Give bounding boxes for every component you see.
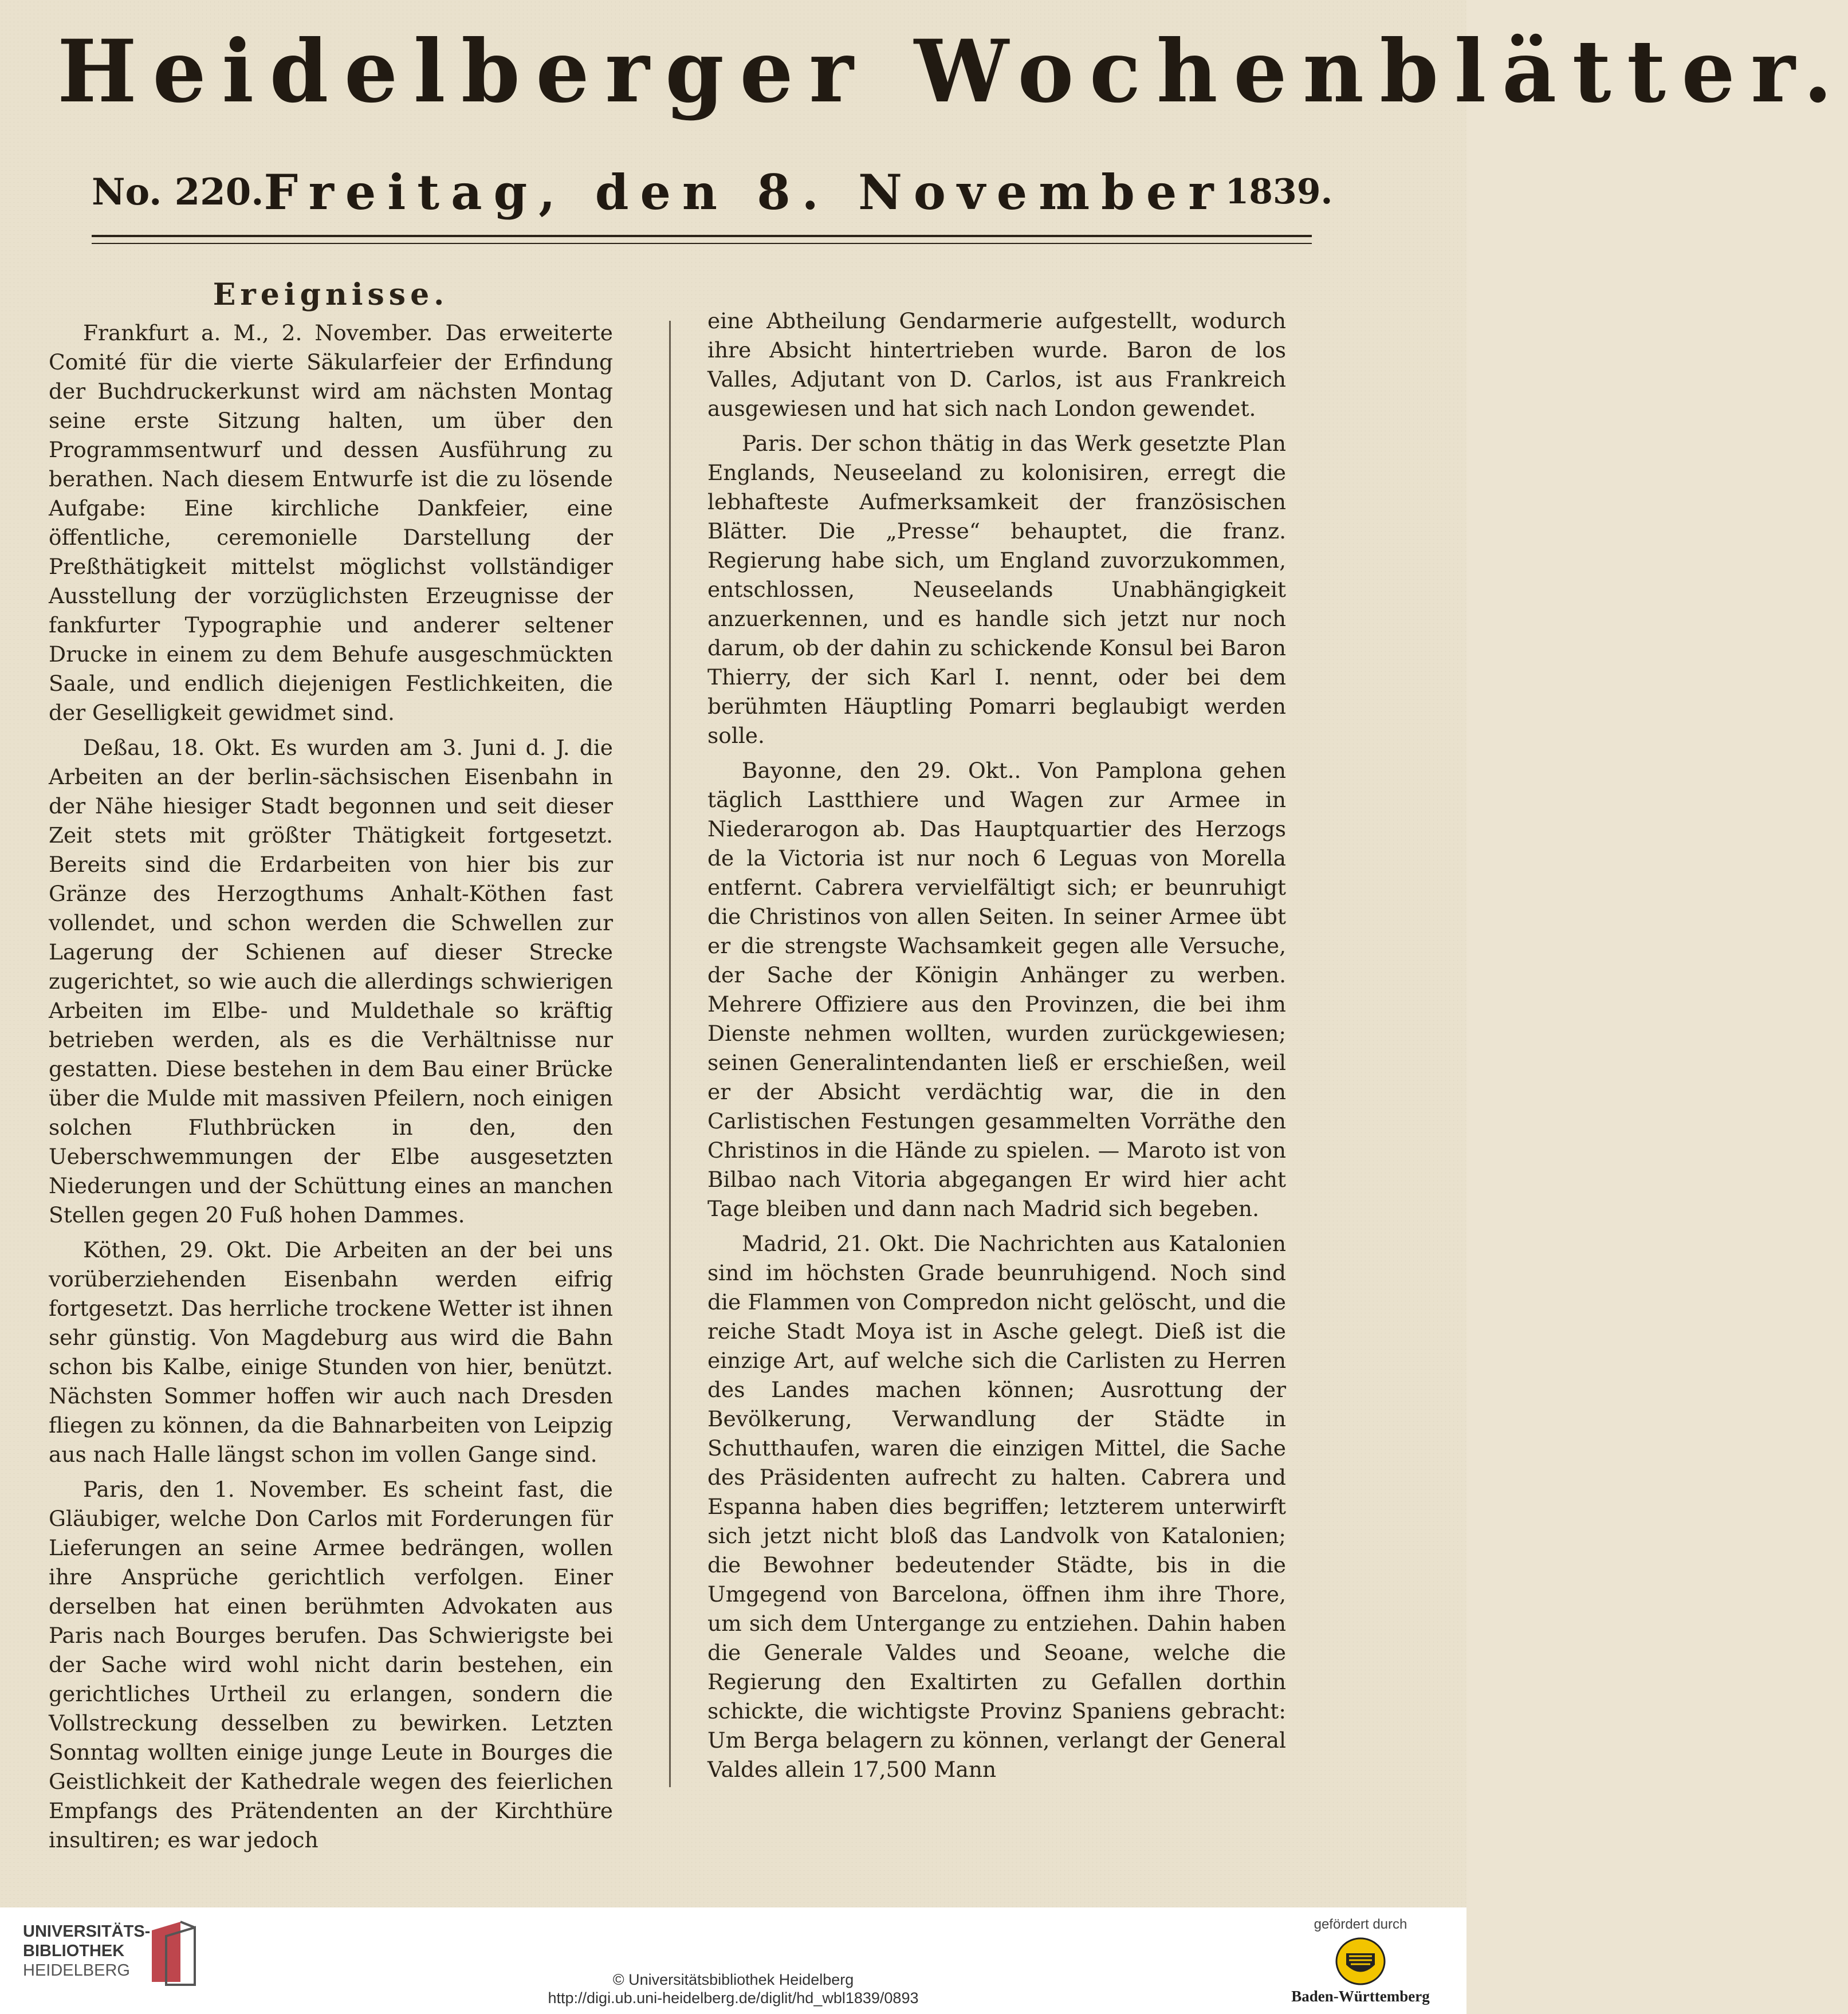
dateline	[92, 160, 1333, 223]
header-rule	[92, 235, 1312, 244]
issue-number: No. 220.	[92, 170, 264, 214]
issue-date: Freitag, den 8. November	[264, 163, 1225, 221]
permalink-url[interactable]: http://digi.ub.uni-heidelberg.de/diglit/hd_wbl1839/0893	[548, 1989, 919, 2007]
library-name-line2: BIBLIOTHEK	[23, 1942, 125, 1960]
article-paris-continued: eine Abtheilung Gendarmerie aufgestellt, wodurch ihre Absicht hintertrieben wurde. Baron de los Valles, Adjutant von D. Carlos, ist aus Frankreich ausgewiesen und hat sich nach London gewendet.	[707, 308, 1286, 421]
sponsor-label: gefördert durch	[1314, 1917, 1407, 1932]
library-name-line3: HEIDELBERG	[23, 1961, 130, 1980]
issue-year: 1839.	[1225, 172, 1333, 212]
article-frankfurt: Frankfurt a. M., 2. November. Das erweiterte Comité für die vierte Säkularfeier der Erfindung der Buchdruckerkunst wird am nächsten Montag seine erste Sitzung halten, um über den Programmsentwurf und dessen Ausführung zu berathen. Nach diesem Entwurfe ist die zu lösende Aufgabe: Eine kirchliche Dankfeier, eine öffentliche, ceremonielle Darstellung der Preßthätigkeit mittelst möglichst vollständiger Ausstellung der vorzüglichsten Erzeugnisse der fankfurter Typographie und anderer seltener Drucke in einem zu dem Behufe ausgeschmückten Saale, und endlich diejenigen Festlichkeiten, die der Geselligkeit gewidmet sind.	[49, 320, 613, 725]
article-madrid: Madrid, 21. Okt. Die Nachrichten aus Katalonien sind im höchsten Grade beunruhigend. Noch sind die Flammen von Compredon nicht gelöscht, und die reiche Stadt Moya ist in Asche gelegt. Dieß ist die einzige Art, auf welche sich die Carlisten zu Herren des Landes machen können; Ausrottung der Bevölkerung, Verwandlung der Städte in Schutthaufen, waren die einzigen Mittel, die Sache des Präsidenten aufrecht zu halten. Cabrera und Espanna haben dies begriffen; letzterem unterwirft sich jetzt nicht bloß das Landvolk von Katalonien; die Bewohner bedeutender Städte, bis in die Umgegend von Barcelona, öffnen ihm ihre Thore, um sich dem Untergange zu entziehen. Dahin haben die Generale Valdes und Seoane, welche die Regierung den Exaltirten zu Gefallen dorthin schickte, die wichtigste Provinz Spaniens gebracht: Um Berga belagern zu können, verlangt der General Valdes allein 17,500 Mann	[707, 1231, 1286, 1782]
sponsor-name: Baden-Württemberg	[1291, 1988, 1430, 2005]
state-crest-icon	[1335, 1936, 1386, 1987]
article-koethen: Köthen, 29. Okt. Die Arbeiten an der bei uns vorüberziehenden Eisenbahn werden eifrig fortgesetzt. Das herrliche trockene Wetter ist ihnen sehr günstig. Von Magdeburg aus wird die Bahn schon bis Kalbe, einige Stunden von hier, benützt. Nächsten Sommer hoffen wir auch nach Dresden fliegen zu können, da die Bahnarbeiten von Leipzig aus nach Halle längst schon im vollen Gange sind.	[49, 1237, 613, 1467]
article-bayonne: Bayonne, den 29. Okt.. Von Pamplona gehen täglich Lastthiere und Wagen zur Armee in Niederarogon ab. Das Hauptquartier des Herzogs de la Victoria ist nur noch 6 Leguas von Morella entfernt. Cabrera vervielfältigt sich; er beunruhigt die Christinos von allen Seiten. In seiner Armee übt er die strengste Wachsamkeit gegen alle Versuche, der Sache der Königin Anhänger zu werben. Mehrere Offiziere aus den Provinzen, die bei ihm Dienste nehmen wollten, wurden zurückgewiesen; seinen Generalintendanten ließ er erschießen, weil er der Absicht verdächtig war, die in den Carlistischen Festungen gesammelten Vorräthe den Christinos in die Hände zu spielen. — Maroto ist von Bilbao nach Vitoria abgegangen Er wird hier acht Tage bleiben und dann nach Madrid sich begeben.	[707, 758, 1286, 1221]
article-paris-neuseeland: Paris. Der schon thätig in das Werk gesetzte Plan Englands, Neuseeland zu kolonisiren, erregt die lebhafteste Aufmerksamkeit der französischen Blätter. Die „Presse“ behauptet, die franz. Regierung habe sich, um England zuvorzukommen, entschlossen, Neuseelands Unabhängigkeit anzuerkennen, und es handle sich jetzt nur noch darum, ob der dahin zu schickende Konsul bei Baron Thierry, der sich Karl I. nennt, oder bei dem berühmten Häuptling Pomarri beglaubigt werden solle.	[707, 431, 1286, 748]
copyright-block	[0, 1970, 1466, 2007]
library-name-line1: UNIVERSITÄTS-	[23, 1922, 151, 1941]
article-dessau: Deßau, 18. Okt. Es wurden am 3. Juni d. J. die Arbeiten an der berlin-sächsischen Eisenbahn in der Nähe hiesiger Stadt begonnen und seit dieser Zeit stets mit größter Thätigkeit fortgesetzt. Bereits sind die Erdarbeiten von hier bis zur Gränze des Herzogthums Anhalt-Köthen fast vollendet, und schon werden die Schwellen zur Lagerung der Schienen auf dieser Strecke zugerichtet, so wie auch die allerdings schwierigen Arbeiten im Elbe- und Muldethale so kräftig betrieben werden, als es die Verhältnisse nur gestatten. Diese bestehen in dem Bau einer Brücke über die Mulde mit massiven Pfeilern, noch einigen solchen Fluthbrücken in den, den Ueberschwemmungen der Elbe ausgesetzten Niederungen und der Schüttung eines an manchen Stellen gegen 20 Fuß hohen Dammes.	[49, 735, 613, 1228]
copyright-text: © Universitätsbibliothek Heidelberg	[612, 1971, 854, 1988]
section-heading: Ereignisse.	[213, 277, 449, 312]
right-column	[707, 306, 1286, 1899]
column-divider	[669, 321, 671, 1787]
masthead-title: Heidelberger Wochenblätter.	[57, 21, 1848, 122]
left-column	[49, 275, 613, 1867]
article-paris-carlos: Paris, den 1. November. Es scheint fast, die Gläubiger, welche Don Carlos mit Forderungen für Lieferungen an seine Armee bedrängen, wollen ihre Ansprüche gerichtlich verfolgen. Einer derselben hat einen berühmten Advokaten aus Paris nach Bourges berufen. Das Schwierigste bei der Sache wird wohl nicht darin bestehen, ein gerichtliches Urtheil zu erlangen, sondern die Vollstreckung desselben zu bewirken. Letzten Sonntag wollten einige junge Leute in Bourges die Geistlichkeit der Kathedrale wegen des feierlichen Empfangs des Prätendenten an der Kirchthüre insultiren; es war jedoch	[49, 1477, 613, 1852]
